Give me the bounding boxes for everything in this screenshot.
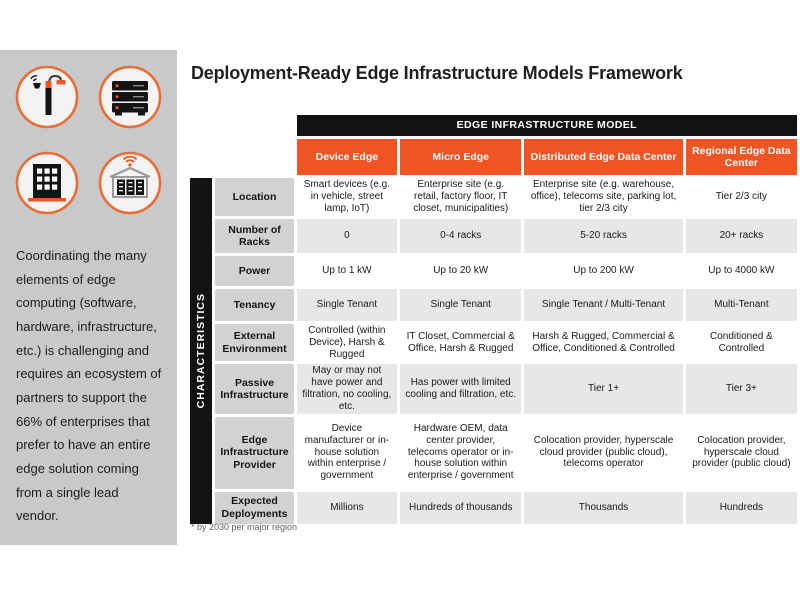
cell: 20+ racks: [686, 219, 797, 253]
cell: Conditioned & Controlled: [686, 324, 797, 361]
column-header-micro-edge: Micro Edge: [400, 139, 521, 175]
column-header-device-edge: Device Edge: [297, 139, 397, 175]
icon-grid: [0, 50, 177, 216]
cell: IT Closet, Commercial & Office, Harsh & Rugged: [400, 324, 521, 361]
cell: Hundreds: [686, 492, 797, 524]
table-header-row: [190, 115, 797, 136]
sidebar-paragraph: Coordinating the many elements of edge computing (software, hardware, infrastructure, etc.) is challenging and requires an ecosystem of partners to support the 66% of enterprises that prefer to have an entire edge solution coming from a single lead vendor.: [16, 248, 162, 524]
page-title: Deployment-Ready Edge Infrastructure Models Framework: [191, 63, 683, 83]
table-title-banner: EDGE INFRASTRUCTURE MODEL: [297, 115, 797, 136]
cell: Tier 3+: [686, 364, 797, 413]
cell: Colocation provider, hyperscale cloud provider (public cloud), telecoms operator: [524, 417, 682, 489]
cell: Harsh & Rugged, Commercial & Office, Conditioned & Controlled: [524, 324, 682, 361]
cell: Millions: [297, 492, 397, 524]
row-label: Tenancy: [215, 289, 293, 321]
cell: Single Tenant / Multi-Tenant: [524, 289, 682, 321]
table-row: [190, 178, 797, 216]
table-row: [190, 364, 797, 413]
cell: Thousands: [524, 492, 682, 524]
cell: Enterprise site (e.g. warehouse, office), telecoms site, parking lot, tier 2/3 city: [524, 178, 682, 216]
cell: Tier 2/3 city: [686, 178, 797, 216]
cell: Hundreds of thousands: [400, 492, 521, 524]
row-label: Number of Racks: [215, 219, 293, 253]
cell: Up to 200 kW: [524, 256, 682, 286]
street-lamp-icon: [14, 64, 80, 130]
cell: Enterprise site (e.g. retail, factory floor, IT closet, municipalities): [400, 178, 521, 216]
row-label: Location: [215, 178, 293, 216]
cell: Has power with limited cooling and filtration, etc.: [400, 364, 521, 413]
cell: Up to 20 kW: [400, 256, 521, 286]
edge-data-center-icon: [97, 150, 163, 216]
sidebar: [0, 50, 177, 545]
row-label: Power: [215, 256, 293, 286]
row-label: Edge Infrastructure Provider: [215, 417, 293, 489]
table-row: [190, 219, 797, 253]
cell: Hardware OEM, data center provider, telecoms operator or in-house solution within enterprise / government: [400, 417, 521, 489]
footnote: * by 2030 per major region: [191, 522, 298, 532]
table-row: [190, 289, 797, 321]
cell: Colocation provider, hyperscale cloud provider (public cloud): [686, 417, 797, 489]
cell: Tier 1+: [524, 364, 682, 413]
characteristics-side-banner: CHARACTERISTICS: [190, 178, 212, 524]
table-row: [190, 492, 797, 524]
cell: May or may not have power and filtration, no cooling, etc.: [297, 364, 397, 413]
cell: Device manufacturer or in-house solution within enterprise / government: [297, 417, 397, 489]
cell: Single Tenant: [297, 289, 397, 321]
column-header-regional-edge: Regional Edge Data Center: [686, 139, 797, 175]
cell: 5-20 racks: [524, 219, 682, 253]
framework-table: [187, 112, 800, 527]
server-rack-icon: [97, 64, 163, 130]
row-label: Expected Deployments: [215, 492, 293, 524]
table-row: [190, 324, 797, 361]
cell: Smart devices (e.g. in vehicle, street lamp, IoT): [297, 178, 397, 216]
column-header-row: [190, 139, 797, 175]
cell: Multi-Tenant: [686, 289, 797, 321]
cell: Single Tenant: [400, 289, 521, 321]
row-label: External Environment: [215, 324, 293, 361]
table-row: [190, 417, 797, 489]
column-header-distributed-edge: Distributed Edge Data Center: [524, 139, 682, 175]
cell: Up to 4000 kW: [686, 256, 797, 286]
cell: 0-4 racks: [400, 219, 521, 253]
row-label: Passive Infrastructure: [215, 364, 293, 413]
building-icon: [14, 150, 80, 216]
cell: Up to 1 kW: [297, 256, 397, 286]
table-row: [190, 256, 797, 286]
cell: Controlled (within Device), Harsh & Rugged: [297, 324, 397, 361]
cell: 0: [297, 219, 397, 253]
